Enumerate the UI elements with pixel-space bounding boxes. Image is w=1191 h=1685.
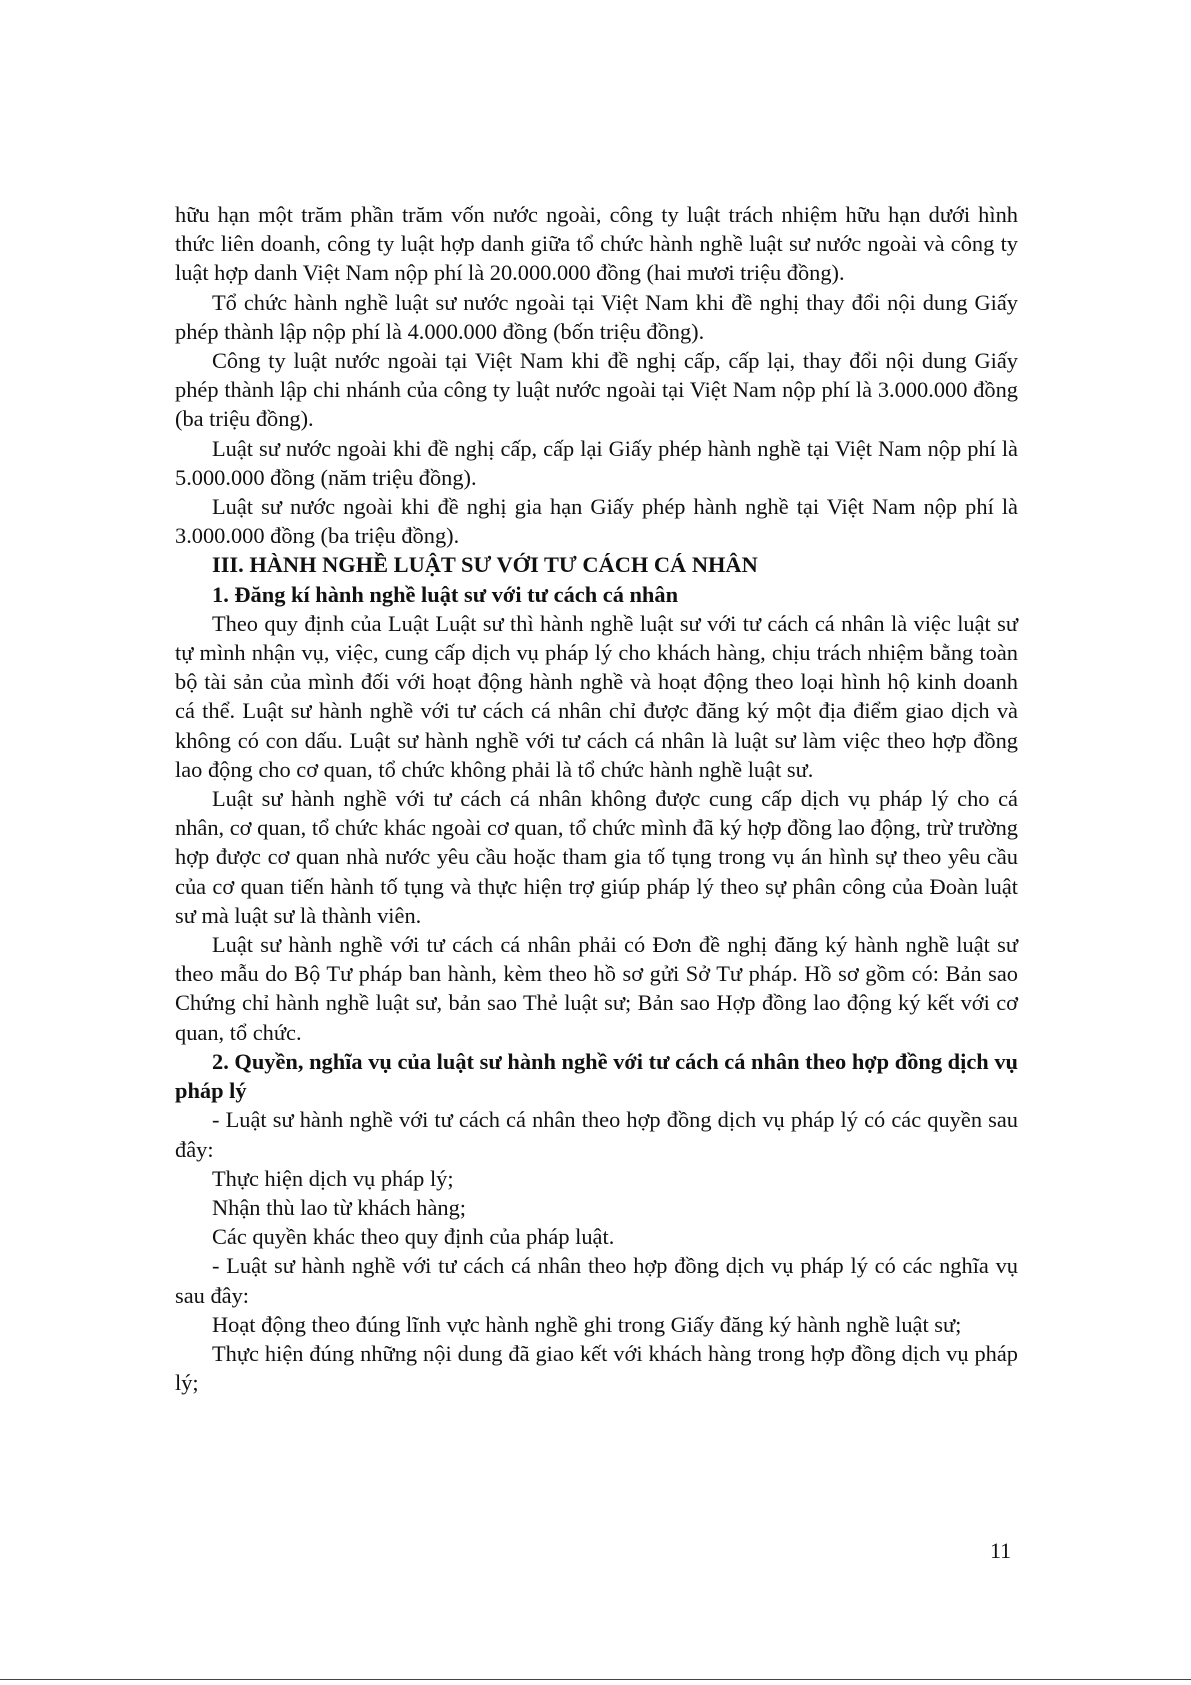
bottom-border-line (0, 1679, 1191, 1680)
subsection-heading-1: 1. Đăng kí hành nghề luật sư với tư cách cá nhân (212, 581, 679, 607)
paragraph-individual-practice-restriction: Luật sư hành nghề với tư cách cá nhân không được cung cấp dịch vụ pháp lý cho cá nhân, cơ quan, tổ chức khác ngoài cơ quan, tổ chức mình đã ký hợp đồng lao động, trừ trường hợp được cơ quan nhà nước yêu cầu hoặc tham gia tố tụng trong vụ án hình sự theo yêu cầu của cơ quan tiến hành tố tụng và thực hiện trợ giúp pháp lý theo sự phân công của Đoàn luật sư mà luật sư là thành viên. (175, 786, 1018, 928)
paragraph-rights-intro: - Luật sư hành nghề với tư cách cá nhân theo hợp đồng dịch vụ pháp lý có các quyền sau đây: (175, 1107, 1018, 1162)
page-number: 11 (990, 1538, 1012, 1563)
section-heading-iii: III. HÀNH NGHỀ LUẬT SƯ VỚI TƯ CÁCH CÁ NHÂN (212, 552, 758, 578)
paragraph-right-legal-services: Thực hiện dịch vụ pháp lý; (212, 1165, 454, 1191)
paragraph-right-remuneration: Nhận thù lao từ khách hàng; (212, 1194, 467, 1220)
document-body (175, 200, 1018, 1397)
paragraph-fee-change-license: Tổ chức hành nghề luật sư nước ngoài tại Việt Nam khi đề nghị thay đổi nội dung Giấy phép thành lập nộp phí là 4.000.000 đồng (bốn triệu đồng). (175, 289, 1018, 344)
paragraph-fee-foreign-lawyer-license: Luật sư nước ngoài khi đề nghị cấp, cấp lại Giấy phép hành nghề tại Việt Nam nộp phí là 5.000.000 đồng (năm triệu đồng). (175, 435, 1018, 490)
paragraph-obligations-intro: - Luật sư hành nghề với tư cách cá nhân theo hợp đồng dịch vụ pháp lý có các nghĩa vụ sau đây: (175, 1253, 1018, 1308)
paragraph-obligation-field: Hoạt động theo đúng lĩnh vực hành nghề ghi trong Giấy đăng ký hành nghề luật sư; (212, 1311, 962, 1337)
paragraph-fee-license-extension: Luật sư nước ngoài khi đề nghị gia hạn Giấy phép hành nghề tại Việt Nam nộp phí là 3.000.000 đồng (ba triệu đồng). (175, 494, 1018, 549)
paragraph-fee-branch-license: Công ty luật nước ngoài tại Việt Nam khi đề nghị cấp, cấp lại, thay đổi nội dung Giấy phép thành lập chi nhánh của công ty luật nước ngoài tại Việt Nam nộp phí là 3.000.000 đồng (ba triệu đồng). (175, 348, 1018, 432)
paragraph-right-other: Các quyền khác theo quy định của pháp luật. (212, 1224, 615, 1250)
paragraph-obligation-contract: Thực hiện đúng những nội dung đã giao kết với khách hàng trong hợp đồng dịch vụ pháp lý; (175, 1340, 1018, 1396)
paragraph-fee-continuation: hữu hạn một trăm phần trăm vốn nước ngoài, công ty luật trách nhiệm hữu hạn dưới hình thức liên doanh, công ty luật hợp danh giữa tổ chức hành nghề luật sư nước ngoài và công ty luật hợp danh Việt Nam nộp phí là 20.000.000 đồng (hai mươi triệu đồng). (175, 202, 1018, 286)
paragraph-individual-practice-definition: Theo quy định của Luật Luật sư thì hành nghề luật sư với tư cách cá nhân là việc luật sư tự mình nhận vụ, việc, cung cấp dịch vụ pháp lý cho khách hàng, chịu trách nhiệm bằng toàn bộ tài sản của mình đối với hoạt động hành nghề và hoạt động theo loại hình hộ kinh doanh cá thể. Luật sư hành nghề với tư cách cá nhân chỉ được đăng ký một địa điểm giao dịch và không có con dấu. Luật sư hành nghề với tư cách cá nhân là luật sư làm việc theo hợp đồng lao động cho cơ quan, tổ chức không phải là tổ chức hành nghề luật sư. (175, 610, 1018, 782)
paragraph-registration-dossier: Luật sư hành nghề với tư cách cá nhân phải có Đơn đề nghị đăng ký hành nghề luật sư theo mẫu do Bộ Tư pháp ban hành, kèm theo hồ sơ gửi Sở Tư pháp. Hồ sơ gồm có: Bản sao Chứng chỉ hành nghề luật sư, bản sao Thẻ luật sư; Bản sao Hợp đồng lao động ký kết với cơ quan, tổ chức. (175, 932, 1018, 1045)
subsection-heading-2: 2. Quyền, nghĩa vụ của luật sư hành nghề với tư cách cá nhân theo hợp đồng dịch vụ pháp lý (175, 1048, 1018, 1104)
